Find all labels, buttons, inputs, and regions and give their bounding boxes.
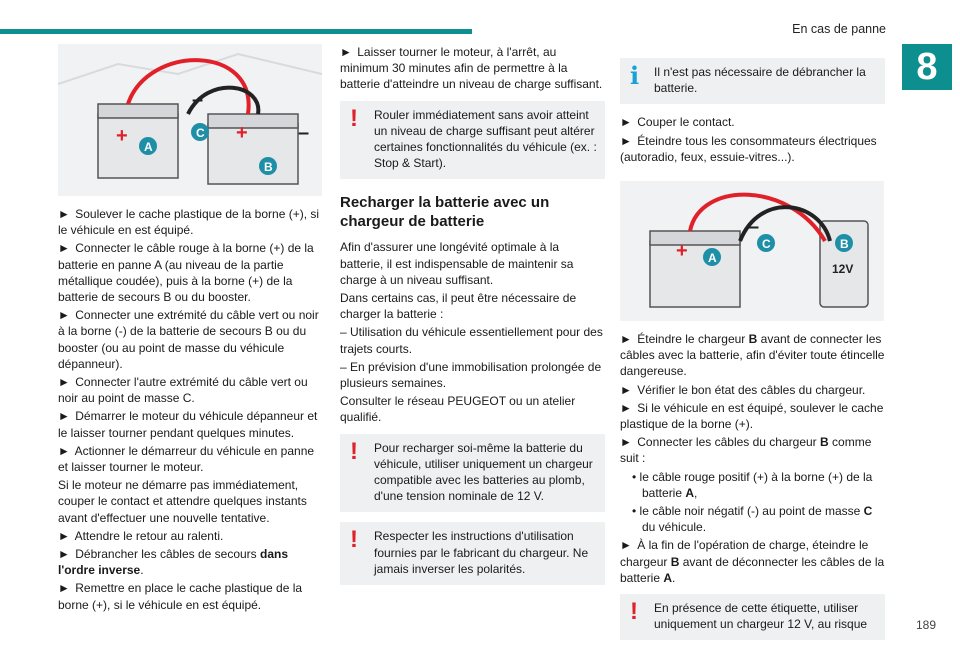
step-paragraph: ► Démarrer le moteur du véhicule dépanneur et le laisser tourner pendant quelques minutes. xyxy=(58,409,318,440)
header-accent-bar xyxy=(0,29,472,34)
label-b: B xyxy=(264,160,273,174)
dash-item: – Utilisation du véhicule essentiellement pour des trajets courts. xyxy=(340,325,603,356)
warning-icon: ! xyxy=(350,104,358,132)
step-paragraph: ► Si le véhicule en est équipé, soulever le cache plastique de la borne (+). xyxy=(620,400,884,432)
svg-text:–: – xyxy=(192,89,204,111)
svg-text:–: – xyxy=(298,122,310,144)
step-paragraph: ► Laisser tourner le moteur, à l'arrêt, au minimum 30 minutes afin de permettre à la batterie d'atteindre un niveau de charge suffisant. xyxy=(340,45,603,92)
warning-icon: ! xyxy=(350,526,358,554)
step-paragraph: ► Éteindre le chargeur B avant de connecter les câbles avec la batterie, afin d'éviter toute étincelle dangereuse. xyxy=(620,332,885,379)
step-paragraph: ► Couper le contact. xyxy=(620,115,735,130)
step-paragraph: ► Remettre en place le cache plastique de la borne (+), si le véhicule en est équipé. xyxy=(58,581,303,612)
voltage-label: 12V xyxy=(832,262,854,277)
info-icon: i xyxy=(630,61,640,90)
page-number: 189 xyxy=(915,618,936,632)
svg-text:–: – xyxy=(748,216,760,239)
column-right xyxy=(620,44,885,650)
svg-text:+: + xyxy=(676,240,688,263)
step-paragraph: ► Connecter le câble rouge à la borne (+) de la batterie en panne A (au niveau de la partie métallique coudée), puis à la borne (+) de la batterie de secours B ou du booster. xyxy=(58,241,314,305)
label-a: A xyxy=(144,140,153,154)
bullet-item: • le câble rouge positif (+) à la borne (+) de la batterie A, xyxy=(632,469,873,500)
dash-item: – En prévision d'une immobilisation prolongée de plusieurs semaines. xyxy=(340,359,602,391)
step-paragraph: ► Actionner le démarreur du véhicule en panne et laisser tourner le moteur. xyxy=(58,443,315,475)
section-heading: Recharger la batterie avec un chargeur de batterie xyxy=(340,194,550,231)
svg-text:+: + xyxy=(116,125,128,147)
section-title: En cas de panne xyxy=(792,22,886,36)
body-text: Afin d'assurer une longévité optimale à la batterie, il est indispensable de maintenir sa charge à un niveau suffisant. xyxy=(340,240,574,287)
label-a: A xyxy=(708,251,717,266)
column-left xyxy=(58,44,323,615)
svg-text:+: + xyxy=(236,122,248,144)
step-paragraph: ► Connecter une extrémité du câble vert ou noir à la borne (-) de la batterie de secours B ou du booster (ou au point de masse du véhicule dépanneur). xyxy=(58,308,319,371)
step-paragraph: ► Attendre le retour au ralenti. xyxy=(58,528,224,543)
warning-box: ! Respecter les instructions d'utilisation fournies par le fabricant du chargeur. Ne jamais inverser les polarités. xyxy=(340,522,605,585)
step-paragraph: ► Connecter les câbles du chargeur B comme suit : xyxy=(620,435,872,466)
step-paragraph: ► Éteindre tous les consommateurs électriques (autoradio, feux, essuie-vitres...). xyxy=(620,133,877,164)
body-text: Dans certains cas, il peut être nécessaire de charger la batterie : xyxy=(340,291,577,322)
charger-illustration xyxy=(620,181,884,321)
step-paragraph: ► Débrancher les câbles de secours dans l'ordre inverse. xyxy=(58,547,289,578)
bullet-item: • le câble noir négatif (-) au point de masse C du véhicule. xyxy=(632,504,873,535)
step-paragraph: ► À la fin de l'opération de charge, éteindre le chargeur B avant de déconnecter les câbles de la batterie A. xyxy=(620,538,885,585)
step-paragraph: ► Soulever le cache plastique de la borne (+), si le véhicule en est équipé. xyxy=(58,207,320,238)
warning-icon: ! xyxy=(630,598,638,626)
jump-start-illustration xyxy=(58,44,322,196)
info-box: i Il n'est pas nécessaire de débrancher la batterie. xyxy=(620,58,885,104)
body-text: Si le moteur ne démarre pas immédiatement, couper le contact et attendre quelques instants avant d'effectuer une nouvelle tentative. xyxy=(58,478,307,525)
warning-box: ! Pour recharger soi-même la batterie du véhicule, utiliser uniquement un chargeur compatible avec les batteries au plomb, d'une tension nominale de 12 V. xyxy=(340,434,605,513)
label-c: C xyxy=(196,126,205,140)
step-paragraph: ► Vérifier le bon état des câbles du chargeur. xyxy=(620,382,866,397)
warning-icon: ! xyxy=(350,437,358,465)
warning-box: ! Rouler immédiatement sans avoir atteint un niveau de charge suffisant peut altérer certaines fonctionnalités du véhicule (ex. : Stop & Start). xyxy=(340,101,605,180)
chapter-number: 8 xyxy=(902,44,952,90)
warning-box: ! En présence de cette étiquette, utiliser uniquement un chargeur 12 V, au risque xyxy=(620,594,885,640)
body-text: Consulter le réseau PEUGEOT ou un atelier qualifié. xyxy=(340,394,576,425)
label-b: B xyxy=(840,237,849,252)
column-middle xyxy=(340,44,605,595)
label-c: C xyxy=(762,237,771,252)
step-paragraph: ► Connecter l'autre extrémité du câble vert ou noir au point de masse C. xyxy=(58,375,308,406)
